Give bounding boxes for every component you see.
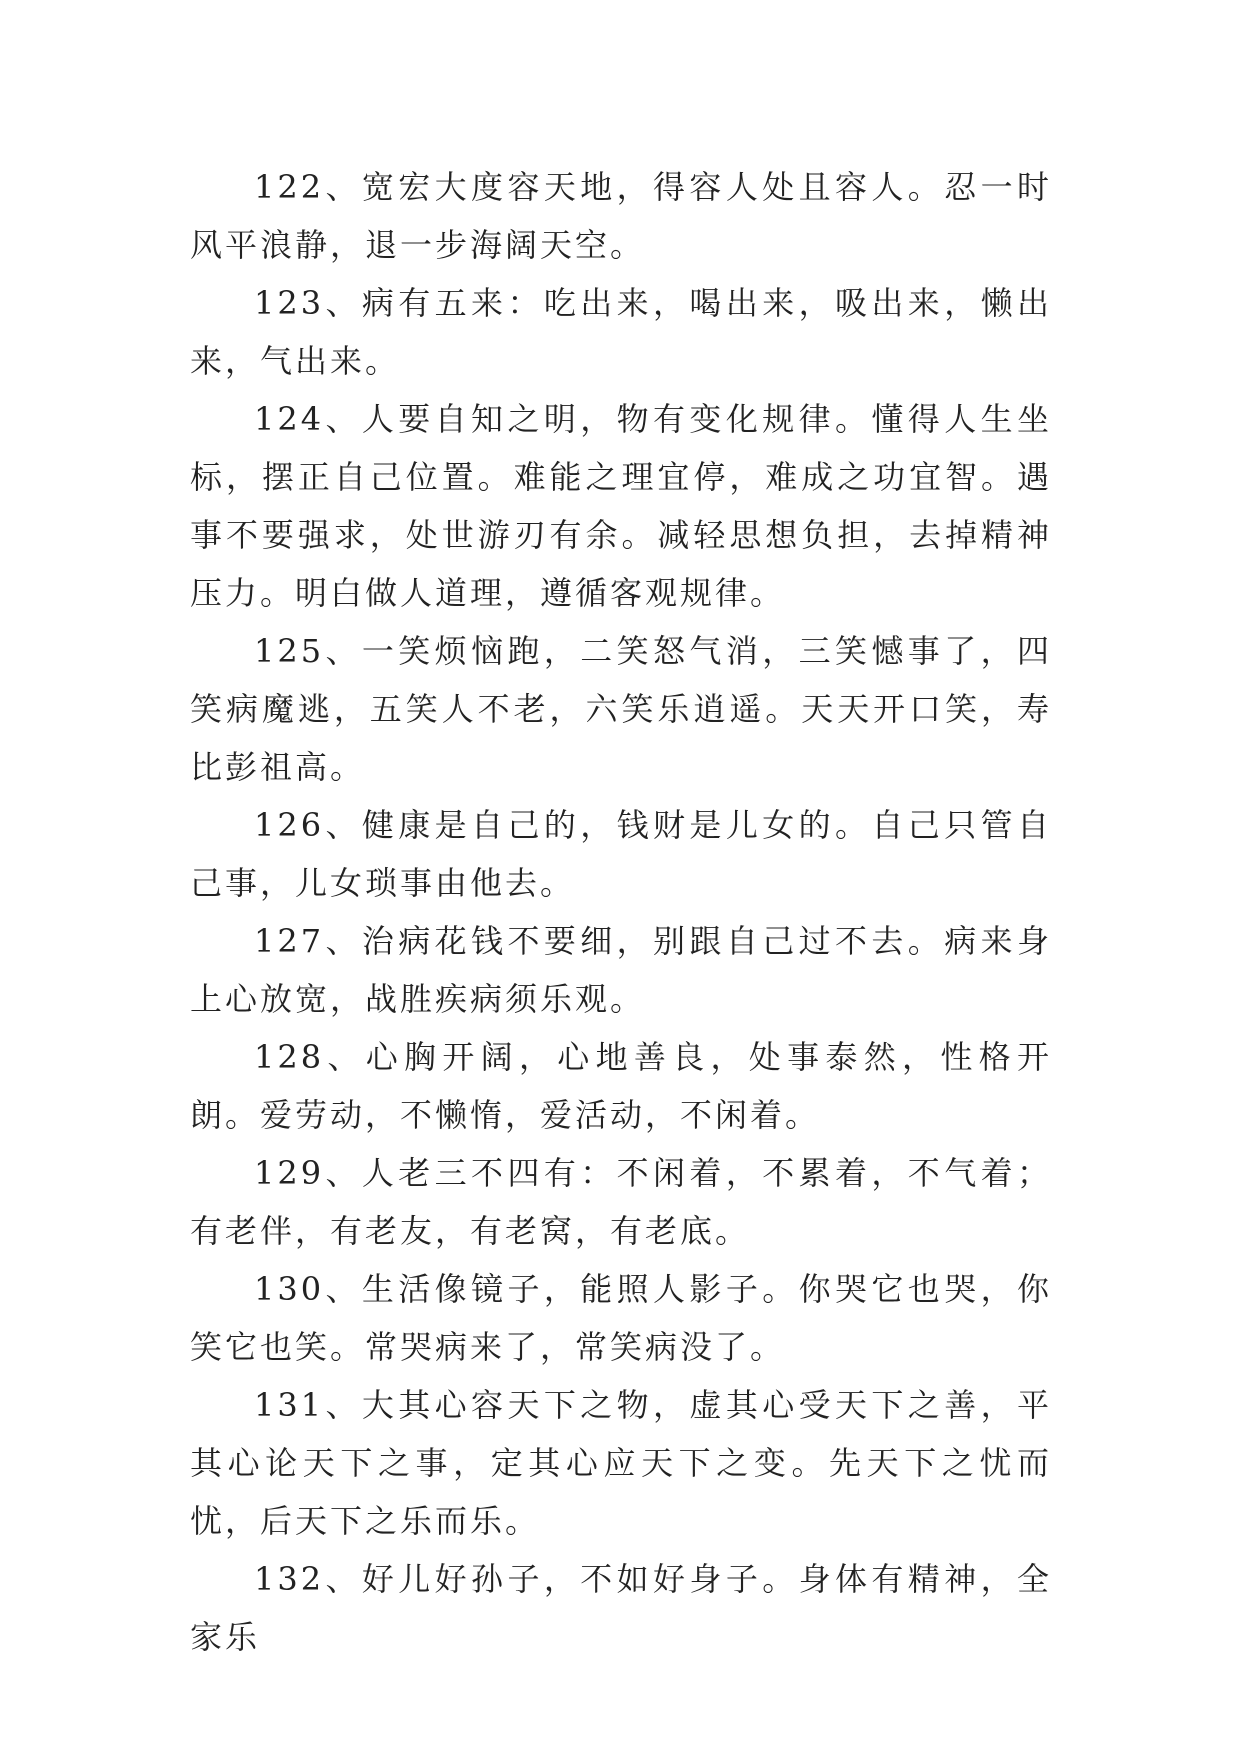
- paragraph-124: 124、人要自知之明，物有变化规律。懂得人生坐标，摆正自己位置。难能之理宜停，难成之功宜智。遇事不要强求，处世游刃有余。减轻思想负担，去掉精神压力。明白做人道理，遵循客观规律。: [190, 400, 1052, 612]
- paragraph-122: 122、宽宏大度容天地，得容人处且容人。忍一时风平浪静，退一步海阔天空。: [190, 168, 1052, 264]
- document-body: [190, 158, 1052, 1666]
- paragraph-131: 131、大其心容天下之物，虚其心受天下之善，平其心论天下之事，定其心应天下之变。先天下之忧而忧，后天下之乐而乐。: [190, 1386, 1052, 1540]
- paragraph-127: 127、治病花钱不要细，别跟自己过不去。病来身上心放宽，战胜疾病须乐观。: [190, 922, 1052, 1018]
- paragraph-128: 128、心胸开阔，心地善良，处事泰然，性格开朗。爱劳动，不懒惰，爱活动，不闲着。: [190, 1038, 1052, 1134]
- paragraph-123: 123、病有五来：吃出来，喝出来，吸出来，懒出来，气出来。: [190, 284, 1052, 380]
- paragraph-126: 126、健康是自己的，钱财是儿女的。自己只管自己事，儿女琐事由他去。: [190, 806, 1052, 902]
- paragraph-130: 130、生活像镜子，能照人影子。你哭它也哭，你笑它也笑。常哭病来了，常笑病没了。: [190, 1270, 1052, 1366]
- paragraph-132: 132、好儿好孙子，不如好身子。身体有精神，全家乐: [190, 1560, 1052, 1656]
- paragraph-129: 129、人老三不四有：不闲着，不累着，不气着；有老伴，有老友，有老窝，有老底。: [190, 1154, 1052, 1250]
- paragraph-125: 125、一笑烦恼跑，二笑怒气消，三笑憾事了，四笑病魔逃，五笑人不老，六笑乐逍遥。天天开口笑，寿比彭祖高。: [190, 632, 1052, 786]
